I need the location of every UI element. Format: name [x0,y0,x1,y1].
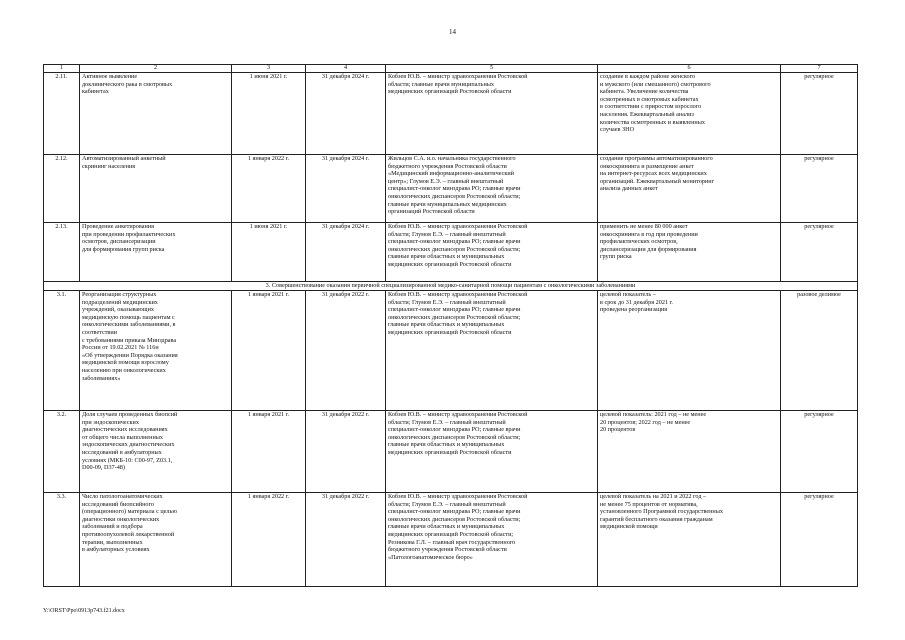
activity-name-line: учреждений, оказывающих [82,306,154,314]
expected-result-line: медицинской помощи [600,523,658,531]
executors-line: Резникова Г.Л. – главный врач государственного [388,538,516,546]
end-date: 31 декабря 2024 г. [306,155,386,223]
executors-line: области; Глумов Е.Э. – главный внештатный [388,230,506,238]
expected-result-line: онкоскрининга и размещение анкет [600,162,694,170]
activity-name [80,493,232,587]
activity-name-line: при эндоскопических [82,418,139,426]
activity-name-line: Активное выявление [82,73,138,80]
expected-result-line: количества осмотренных и выявленных [600,118,705,126]
activity-name-line: противоопухолевой лекарственной [82,530,175,538]
table-row [44,493,858,587]
expected-result-line: в срок до 31 декабря 2021 г. [600,298,673,306]
executors-line: Жильцов С.А. и.о. начальника государственного [388,155,516,162]
expected-result-line: профилактических осмотров, [600,238,678,246]
expected-result [598,223,781,282]
executors-line: специалист-онколог минздрава РО; главные врачи [388,426,521,434]
activity-name-line: доклинического рака в смотровых [82,80,173,88]
executors-line: главные врачи областных и муниципальных [388,253,505,261]
executors-line: центр»; Глумов Е.Э. – главный внештатный [388,177,504,185]
activity-name-line: населению при онкологических [82,366,166,374]
activity-name-line: исследований в амбулаторных [82,448,162,456]
expected-result [598,73,781,155]
executors-line: Кобзев Ю.В. – министр здравоохранения Ростовской [388,223,528,230]
activity-name-line: Реорганизация структурных [82,291,157,298]
expected-result-line: целевой показатель: 2021 год – не менее [600,411,707,418]
section-title: 3. Совершенствование оказания первичной специализированной медико-санитарной помощи пациентам с онкологическими заболеваниями [44,282,858,291]
activity-name-line: Проведение анкетирования [82,223,154,230]
executors-line: онкологических диспансеров Ростовской области; [388,245,521,253]
row-number: 2.12. [44,155,80,223]
expected-result-line: установленного Программой государственных [600,508,723,516]
expected-result-line: целевой показатель на 2021 и 2022 год – [600,493,707,500]
start-date: 1 июня 2021 г. [232,223,306,282]
executors-line: специалист-онколог минздрава РО; главные врачи [388,185,521,193]
table-row [44,411,858,493]
periodicity: регулярное [781,493,858,587]
table-row [44,223,858,282]
executors [386,291,598,411]
expected-result-line: в соответствии с приростом взрослого [600,103,702,111]
column-number-row [44,65,858,73]
activity-name-line: осмотров, диспансеризации [82,238,156,246]
activity-name-line: соответствии [82,328,117,336]
periodicity: разовое делимое [781,291,858,411]
end-date: 31 декабря 2022 г. [306,411,386,493]
executors-line: «Патологоанатомическое бюро» [388,553,473,561]
activity-name-line: исследований биопсийного [82,500,154,508]
expected-result-line: организаций. Ежеквартальный мониторинг [600,177,715,185]
expected-result-line: и мужского (или смешанного) смотрового [600,80,711,88]
executors [386,73,598,155]
activity-name-line: Число патологоанатомических [82,493,163,500]
expected-result-line: 20 процентов [600,426,636,434]
activity-name-line: диагностики онкологических [82,515,160,523]
activity-name-line: диагностических исследованиях [82,426,168,434]
executors-line: медицинских организаций Ростовской области [388,260,512,268]
expected-result-line: проведена реорганизация [600,306,668,314]
activity-name-line: скрининг населения [82,162,136,170]
activity-name-line: при проведении профилактических [82,230,176,238]
activity-name [80,73,232,155]
activity-name-line: с требованиями приказа Минздрава [82,336,177,344]
row-number: 3.1. [44,291,80,411]
table-body-section-2 [44,73,858,282]
start-date: 1 января 2022 г. [232,493,306,587]
executors [386,493,598,587]
executors-line: главные врачи областных и муниципальных [388,523,505,531]
executors [386,155,598,223]
row-number: 2.13. [44,223,80,282]
column-header: 3 [232,65,306,73]
column-header: 2 [80,65,232,73]
section-header-group [44,282,858,291]
executors-line: Кобзев Ю.В. – министр здравоохранения Ростовской [388,493,528,500]
executors-line: Кобзев Ю.В. – министр здравоохранения Ростовской [388,73,528,80]
executors-line: области; главные врачи муниципальных [388,80,495,88]
expected-result-line: применить не менее 80 000 анкет [600,223,688,230]
activity-name-line: подразделений медицинских [82,298,158,306]
column-header: 1 [44,65,80,73]
activity-name-line: онкологическими заболеваниями, в [82,321,176,329]
table-row [44,291,858,411]
executors-line: медицинских организаций Ростовской области; [388,530,514,538]
activity-table [43,64,858,587]
column-header: 4 [306,65,386,73]
table-row [44,155,858,223]
expected-result-line: создание программы автоматизированного [600,155,713,162]
executors-line: онкологических диспансеров Ростовской области; [388,313,521,321]
activity-name-line: эндоскопических диагностических [82,441,175,449]
executors-line: медицинских организаций Ростовской области [388,88,512,96]
executors-line: медицинских организаций Ростовской области [388,448,512,456]
table-body-section-3 [44,291,858,587]
end-date: 31 декабря 2022 г. [306,493,386,587]
expected-result-line: случаев ЗНО [600,126,635,134]
activity-name-line: заболеваний и подбора [82,523,143,531]
expected-result-line: целевой показатель – [600,291,656,298]
activity-name-line: «Об утверждении Порядка оказания [82,351,178,359]
activity-name-line: терапии, выполненных [82,538,143,546]
expected-result [598,411,781,493]
executors-line: Кобзев Ю.В. – министр здравоохранения Ростовской [388,291,528,298]
row-number: 2.11. [44,73,80,155]
executors-line: «Медицинский информационно-аналитический [388,170,514,178]
executors [386,223,598,282]
column-header: 6 [598,65,781,73]
end-date: 31 декабря 2024 г. [306,223,386,282]
executors-line: области; Глумов Е.Э. – главный внештатный [388,418,506,426]
executors-line: бюджетного учреждения Ростовской области [388,162,507,170]
periodicity: регулярное [781,411,858,493]
executors-line: специалист-онколог минздрава РО; главные врачи [388,238,521,246]
end-date: 31 декабря 2022 г. [306,291,386,411]
periodicity: регулярное [781,155,858,223]
executors-line: бюджетного учреждения Ростовской области [388,546,507,554]
activity-name-line: D00-09, D37-48) [82,464,125,472]
row-number: 3.3. [44,493,80,587]
start-date: 1 января 2022 г. [232,155,306,223]
expected-result-line: на интернет-ресурсах всех медицинских [600,170,707,178]
activity-name [80,411,232,493]
expected-result [598,291,781,411]
page-number: 14 [449,28,456,36]
executors-line: специалист-онколог минздрава РО; главные врачи [388,508,521,516]
end-date: 31 декабря 2024 г. [306,73,386,155]
activity-name-line: заболеваниях» [82,374,121,382]
expected-result-line: создание в каждом районе женского [600,73,696,80]
column-header: 7 [781,65,858,73]
executors-line: специалист-онколог минздрава РО; главные врачи [388,306,521,314]
expected-result-line: кабинета. Увеличение количества [600,88,689,96]
section-header-row [44,282,858,291]
executors-line: области; Глумов Е.Э. – главный внештатный [388,500,506,508]
expected-result [598,493,781,587]
activity-name-line: кабинетах [82,88,109,96]
expected-result-line: анализа данных анкет [600,185,658,193]
executors-line: медицинских организаций Ростовской области [388,328,512,336]
executors-line: онкологических диспансеров Ростовской области; [388,192,521,200]
activity-name-line: России от 19.02.2021 № 116н [82,344,159,352]
executors-line: Кобзев Ю.В. – министр здравоохранения Ростовской [388,411,528,418]
activity-name-line: Доля случаев проведенных биопсий [82,411,178,418]
start-date: 1 января 2021 г. [232,291,306,411]
expected-result-line: групп риска [600,253,632,261]
periodicity: регулярное [781,223,858,282]
executors-line: главные врачи областных и муниципальных [388,441,505,449]
activity-name [80,223,232,282]
periodicity: регулярное [781,73,858,155]
expected-result-line: 20 процентов; 2022 год – не менее [600,418,691,426]
executors-line: организаций Ростовской области [388,208,475,216]
expected-result-line: осмотренных в смотровых кабинетах [600,95,699,103]
expected-result-line: гарантий бесплатного оказания гражданам [600,515,713,523]
expected-result-line: не менее 75 процентов от норматива, [600,500,698,508]
activity-name [80,291,232,411]
row-number: 3.2. [44,411,80,493]
activity-name-line: (операционного) материала с целью [82,508,177,516]
activity-name-line: медицинской помощи взрослому [82,359,169,367]
expected-result-line: онкоскрининга в год при проведении [600,230,698,238]
activity-name-line: в амбулаторных условиях [82,546,150,554]
activity-name-line: от общего числа выполненных [82,433,164,441]
expected-result-line: населения. Ежеквартальный анализ [600,110,694,118]
file-path-footer: Y:\ORST\Ppo\0913p743.f21.docx [43,608,125,614]
start-date: 1 июня 2021 г. [232,73,306,155]
executors-line: области; Глумов Е.Э. – главный внештатный [388,298,506,306]
executors-line: онкологических диспансеров Ростовской области; [388,433,521,441]
activity-name-line: условиях (МКБ-10: С00-97, Z03.1, [82,456,173,464]
activity-name-line: Автоматизированный анкетный [82,155,166,162]
table-row [44,73,858,155]
column-header: 5 [386,65,598,73]
expected-result-line: диспансеризации для формирования [600,245,697,253]
activity-name [80,155,232,223]
expected-result [598,155,781,223]
executors-line: онкологических диспансеров Ростовской области; [388,515,521,523]
activity-name-line: для формирования групп риска [82,245,165,253]
start-date: 1 января 2021 г. [232,411,306,493]
executors-line: главные врачи муниципальных медицинских [388,200,507,208]
activity-name-line: медицинскую помощь пациентам с [82,313,175,321]
executors-line: главные врачи областных и муниципальных [388,321,505,329]
executors [386,411,598,493]
